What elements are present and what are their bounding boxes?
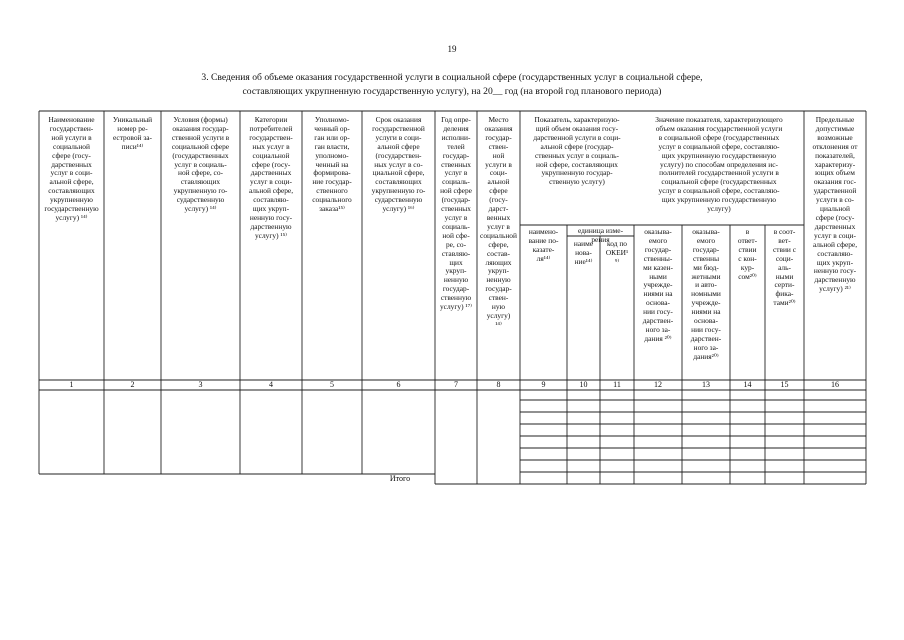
header-by-competition: в ответ- ствии с кон- кур- сом²⁰⁾ xyxy=(737,228,758,281)
column-number: 15 xyxy=(780,380,789,389)
header-budget-institutions: оказыва- емого государ- ственны ми бюд- жетными и авто- номными учрежде- ниями на основа- нии госу- дарствен- ного за- дания²⁰⁾ xyxy=(690,228,722,361)
column-number: 12 xyxy=(654,380,662,389)
header-conditions: Условия (формы) оказания государ- ственной услуги в социальной сфере (государственных услуг в социаль- ной сфере, со- ставляющих укрупненную го- сударственную услугу) ¹⁴⁾ xyxy=(171,116,230,214)
column-number: 5 xyxy=(330,380,334,389)
column-number: 11 xyxy=(613,380,621,389)
header-service-term: Срок оказания государственной услуги в соци- альной сфере (государствен- ных услуг в со- циальной сфере, составляющих укрупненную го- сударственную услугу) ¹⁶⁾ xyxy=(371,116,426,214)
header-allowed-deviations: Предельные допустимые возможные отклонения от показателей, характеризу- ющих объем оказания гос- ударственной услуги в со- циальной сфере (госу- дарственных услуг в соци- альной сфере, составляю- щих укруп- ненную госу- дарственную услугу) ²¹⁾ xyxy=(812,116,858,294)
column-number: 8 xyxy=(496,380,501,389)
header-year-determination: Год опре- деления исполни- телей государ- ственных услуг в социаль- ной сфере (государ- ственных услуг в социаль- ной сфе- ре, со- ставляю- щих укруп- ненную государ- ственную услугу) ¹⁷⁾ xyxy=(439,116,472,312)
header-state-institutions: оказыва- емого государ- ственны- ми казен- ными учрежде- ниями на основа- нии госу- дарствен- ного за- дания ²⁰⁾ xyxy=(642,228,674,343)
title-line-1: 3. Сведения об объеме оказания государственной услуги в социальной сфере (государственных услуг в социальной сфере, xyxy=(201,72,703,83)
header-indicator-name: наимено- вание по- казате- ля¹⁴⁾ xyxy=(528,228,559,263)
column-number: 7 xyxy=(454,380,458,389)
column-number: 3 xyxy=(198,380,203,389)
header-service-name: Наименование государствен- ной услуги в социальной сфере (госу- дарственных услуг в соци- альной сфере, составляющих укрупненную государственную услугу) ¹⁴⁾ xyxy=(44,116,99,222)
column-number: 1 xyxy=(69,380,74,389)
column-number: 4 xyxy=(269,380,273,389)
header-okei-code: код по ОКЕИ¹ ⁹⁾ xyxy=(605,240,629,266)
header-indicator-value-group: Значение показателя, характеризующего объем оказания государственной услуги в социальной сфере (государственных услуг в социальной сфере, составляю- щих укрупненную государственную услугу) по способам определения ис- полнителей государственной услуги в социальной сфере (государственных услуг в социальной сфере, составляю- щих укрупненную государственную услугу) xyxy=(655,116,783,214)
header-authorized-body: Уполномо- ченный ор- ган или ор- ган власти, уполномо- ченный на формирова- ние государ- ственного социального заказа¹⁵⁾ xyxy=(312,116,352,214)
column-number: 9 xyxy=(541,380,546,389)
header-service-place: Место оказания государ- ствен- ной услуги в соци- альной сфере (госу- дарст- венных услуг в социальной сфере, состав- ляющих укруп- ненную государ- ствен- ную услугу) ¹⁴⁾ xyxy=(480,116,517,329)
header-volume-indicator-group: Показатель, характеризую- щий объем оказания госу- дарственной услуги в соци- альной сфере (государ- ственных услуг в социаль- ной сфере, составляющих укрупненную государ- ственную услугу) xyxy=(533,116,621,187)
header-unit-name: наиме нова- ние¹⁴⁾ xyxy=(573,240,594,266)
page-number: 19 xyxy=(447,44,457,54)
column-number: 10 xyxy=(579,380,588,389)
header-unit-group: единица изме- рения xyxy=(577,227,624,244)
column-number: 6 xyxy=(396,380,401,389)
total-label: Итого xyxy=(389,474,411,483)
section-title xyxy=(120,71,784,99)
column-number: 13 xyxy=(702,380,710,389)
column-number: 16 xyxy=(831,380,839,389)
header-by-certificates: в соот- вет- ствии с соци- аль- ными серти- фика- тами²⁰⁾ xyxy=(772,228,797,308)
column-number: 14 xyxy=(743,380,752,389)
title-line-2: составляющих укрупненную государственную услугу), на 20__ год (на второй год планового периода) xyxy=(242,86,662,97)
header-consumer-categories: Категории потребителей государствен- ных услуг в социальной сфере (госу- дарственных услуг в соци- альной сфере, составляю- щих укруп- ненную госу- дарственную услугу) ¹⁵⁾ xyxy=(248,116,294,240)
column-number: 2 xyxy=(130,380,135,389)
header-registry-number: Уникальный номер ре- естровой за- писи¹⁴⁾ xyxy=(112,116,153,151)
